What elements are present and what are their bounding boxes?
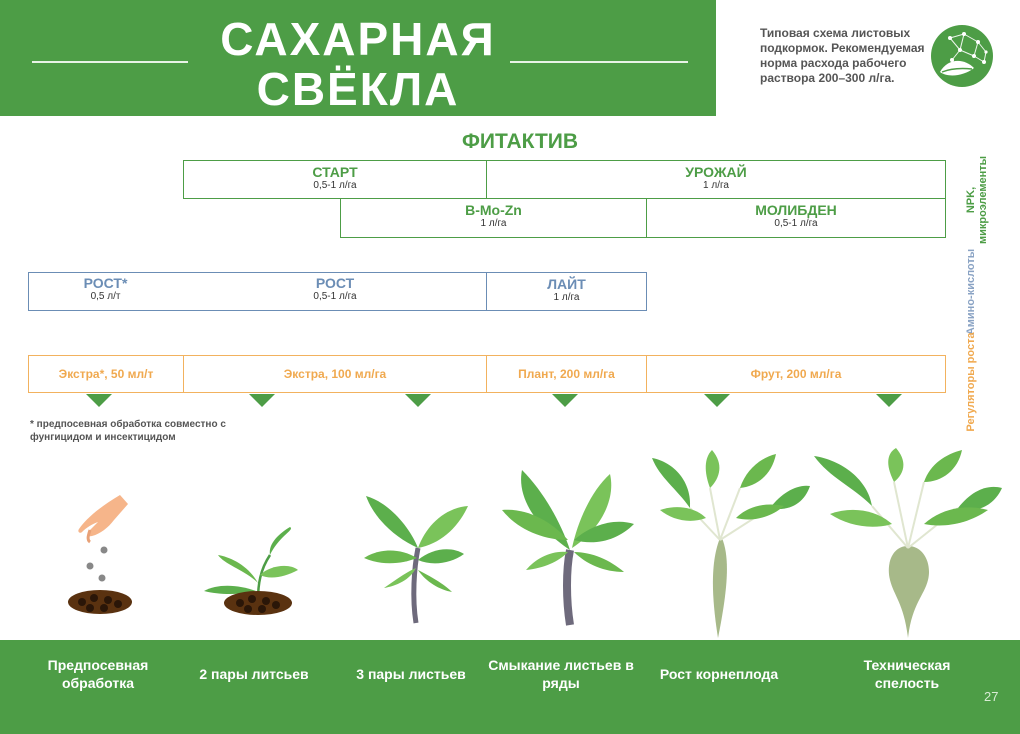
product-start <box>183 160 487 199</box>
stage-label-technical-maturity: Техническая спелость <box>863 657 951 691</box>
page-title-line2: СВЁКЛА <box>256 63 460 115</box>
product-name: Экстра, 100 мл/га <box>283 367 387 381</box>
plant-technical-maturity-icon <box>812 446 1002 638</box>
product-rost <box>183 275 487 303</box>
product-dose: 1 л/га <box>553 292 580 303</box>
product-name: ЛАЙТ <box>547 276 586 292</box>
product-dose: 0,5 л/т <box>90 291 121 302</box>
product-name: РОСТ* <box>83 275 128 291</box>
product-rost-seed <box>28 275 183 303</box>
stage-marker <box>876 394 902 407</box>
regulator-extra-seed <box>28 355 184 393</box>
stage-marker <box>249 394 275 407</box>
product-dose: 0,5-1 л/га <box>313 180 357 191</box>
regulator-extra <box>183 355 487 393</box>
page-title-line1: САХАРНАЯ <box>220 13 496 65</box>
company-logo-icon <box>930 24 994 88</box>
product-dose: 0,5-1 л/га <box>313 291 357 302</box>
product-urozhai <box>486 160 946 199</box>
fitaktiv-side-label: NPK, микроэлементы <box>965 156 989 244</box>
product-name: Плант, 200 мл/га <box>518 367 615 381</box>
product-dose: 0,5-1 л/га <box>774 218 818 229</box>
amino-side-label: Амино-кислоты <box>965 248 977 336</box>
product-name: Экстра*, 50 мл/т <box>58 367 154 381</box>
product-name: Фрут, 200 мл/га <box>750 367 842 381</box>
stage-label-3-pairs: 3 пары листьев <box>356 666 466 682</box>
stage-label-2-pairs: 2 пары литсьев <box>199 666 309 682</box>
product-name: МОЛИБДЕН <box>755 202 837 218</box>
plant-root-growth-icon <box>650 448 810 638</box>
stage-marker <box>86 394 112 407</box>
product-name: B-Mo-Zn <box>465 202 522 218</box>
fitaktiv-title: ФИТАКТИВ <box>461 130 579 153</box>
seedling-2-pairs-icon <box>200 525 300 620</box>
product-name: УРОЖАЙ <box>685 164 747 180</box>
sowing-hand-icon <box>60 490 140 620</box>
footnote: * предпосевная обработка совместно с фунгицидом и инсектицидом <box>30 419 226 443</box>
product-name: РОСТ <box>315 275 355 291</box>
product-lait <box>486 272 647 311</box>
regulator-plant <box>486 355 647 393</box>
page-number: 27 <box>984 689 999 704</box>
stage-marker <box>552 394 578 407</box>
product-molibden <box>646 198 946 238</box>
regulator-frut <box>646 355 946 393</box>
stage-marker <box>405 394 431 407</box>
plant-closing-rows-icon <box>500 460 635 630</box>
seedling-3-pairs-icon <box>360 488 470 628</box>
scheme-note: Типовая схема листовых подкормок. Рекомендуемая норма расхода рабочего раствора 200–300 л/га. <box>760 26 925 85</box>
product-dose: 1 л/га <box>703 180 729 191</box>
product-dose: 1 л/га <box>480 218 507 229</box>
regulators-side-label: Регуляторы роста <box>965 332 977 432</box>
product-b-mo-zn <box>340 198 647 238</box>
stage-label-root-growth: Рост корнеплода <box>659 666 779 682</box>
product-name: СТАРТ <box>312 164 358 180</box>
stage-label-closing-rows: Смыкание листьев в ряды <box>488 657 634 691</box>
stage-label-presowing: Предпосевная обработка <box>47 657 149 691</box>
stage-marker <box>704 394 730 407</box>
